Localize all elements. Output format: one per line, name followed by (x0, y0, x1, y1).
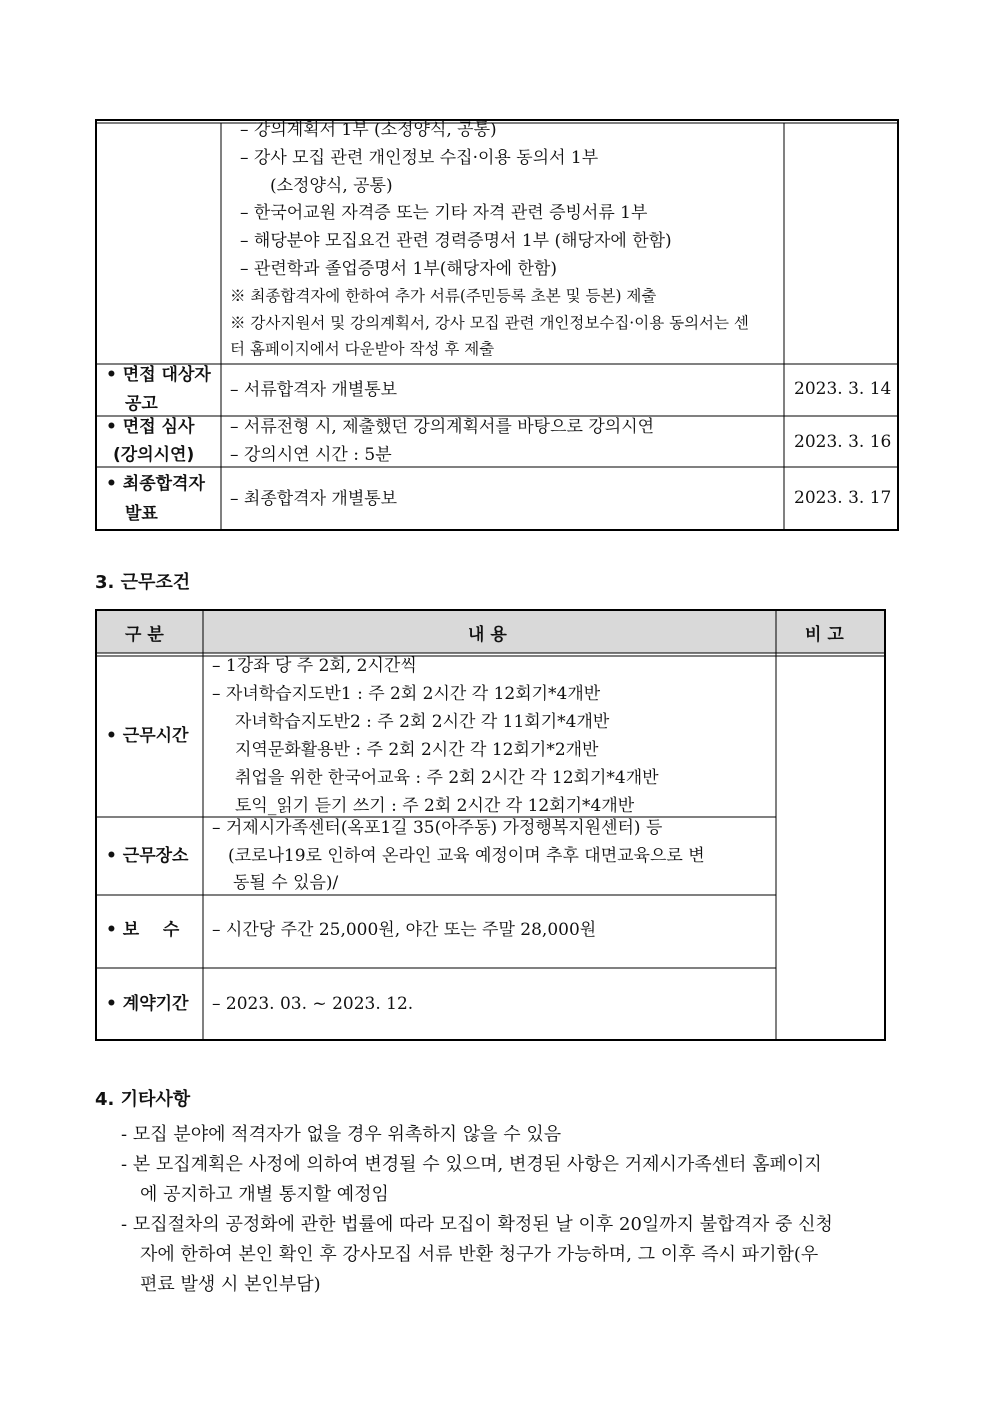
note-item: - 본 모집계획은 사정에 의하여 변경될 수 있으며, 변경된 사항은 거제시가족센터 홈페이지 (121, 1154, 822, 1175)
doc-line: – 한국어교원 자격증 또는 기타 자격 관련 증빙서류 1부 (240, 203, 648, 223)
row-label-sub: (강의시연) (113, 445, 195, 465)
row-label: • 근무시간 (106, 726, 189, 746)
header-content: 내 용 (468, 625, 507, 645)
note-item: - 모집 분야에 적격자가 없을 경우 위촉하지 않을 수 있음 (121, 1124, 562, 1145)
row-label: • 면접 대상자 (106, 365, 211, 385)
doc-line: – 강의계획서 1부 (소정양식, 공통) (240, 120, 497, 140)
section-title: 4. 기타사항 (95, 1089, 191, 1110)
note-item: - 모집절차의 공정화에 관한 법률에 따라 모집이 확정된 날 이후 20일까지 불합격자 중 신청 (121, 1214, 833, 1235)
doc-line: – 해당분야 모집요건 관련 경력증명서 1부 (해당자에 한함) (240, 231, 672, 251)
row-label-sub: 공고 (125, 394, 158, 414)
row-content: – 자녀학습지도반1 : 주 2회 2시간 각 12회기*4개반 (212, 684, 601, 704)
row-content: – 1강좌 당 주 2회, 2시간씩 (212, 656, 417, 676)
row-label: • 보 수 (106, 920, 180, 940)
row-content: – 서류합격자 개별통보 (230, 380, 398, 400)
row-label: • 면접 심사 (106, 417, 195, 437)
row-date: 2023. 3. 17 (794, 488, 892, 508)
row-content: – 2023. 03. ~ 2023. 12. (212, 994, 414, 1014)
note-line: ※ 강사지원서 및 강의계획서, 강사 모집 관련 개인정보수집·이용 동의서는 센 (230, 314, 749, 332)
doc-line: – 강사 모집 관련 개인정보 수집·이용 동의서 1부 (240, 148, 599, 168)
doc-line: – 관련학과 졸업증명서 1부(해당자에 한함) (240, 259, 557, 279)
note-line: 터 홈페이지에서 다운받아 작성 후 제출 (230, 340, 495, 358)
doc-line: (소정양식, 공통) (270, 176, 393, 196)
row-content: 동될 수 있음)/ (233, 873, 339, 893)
row-label: • 최종합격자 (106, 474, 205, 494)
row-label: • 계약기간 (106, 994, 189, 1014)
row-content: – 시간당 주간 25,000원, 야간 또는 주말 28,000원 (212, 920, 597, 940)
note-item-cont: 자에 한하여 본인 확인 후 강사모집 서류 반환 청구가 가능하며, 그 이후 즉시 파기함(우 (140, 1244, 819, 1265)
row-content: 자녀학습지도반2 : 주 2회 2시간 각 11회기*4개반 (235, 712, 610, 732)
row-date: 2023. 3. 14 (794, 379, 892, 399)
row-label: • 근무장소 (106, 846, 189, 866)
row-content: 취업을 위한 한국어교육 : 주 2회 2시간 각 12회기*4개반 (235, 768, 659, 788)
note-line: ※ 최종합격자에 한하여 추가 서류(주민등록 초본 및 등본) 제출 (230, 287, 657, 305)
row-content: 토익_읽기 듣기 쓰기 : 주 2회 2시간 각 12회기*4개반 (235, 796, 635, 816)
header-category: 구 분 (125, 625, 164, 645)
note-item-cont: 에 공지하고 개별 통지할 예정임 (140, 1184, 389, 1205)
row-content: – 거제시가족센터(옥포1길 35(아주동) 가정행복지원센터) 등 (212, 818, 663, 838)
header-remark: 비 고 (805, 625, 844, 645)
row-content: – 서류전형 시, 제출했던 강의계획서를 바탕으로 강의시연 (230, 417, 655, 437)
row-content: (코로나19로 인하여 온라인 교육 예정이며 추후 대면교육으로 변 (228, 846, 705, 866)
row-content: 지역문화활용반 : 주 2회 2시간 각 12회기*2개반 (235, 740, 599, 760)
row-label-sub: 발표 (125, 504, 158, 524)
row-content: – 최종합격자 개별통보 (230, 489, 398, 509)
row-date: 2023. 3. 16 (794, 432, 892, 452)
note-item-cont: 편료 발생 시 본인부담) (140, 1274, 321, 1295)
row-content: – 강의시연 시간 : 5분 (230, 445, 392, 465)
section-title: 3. 근무조건 (95, 572, 191, 593)
